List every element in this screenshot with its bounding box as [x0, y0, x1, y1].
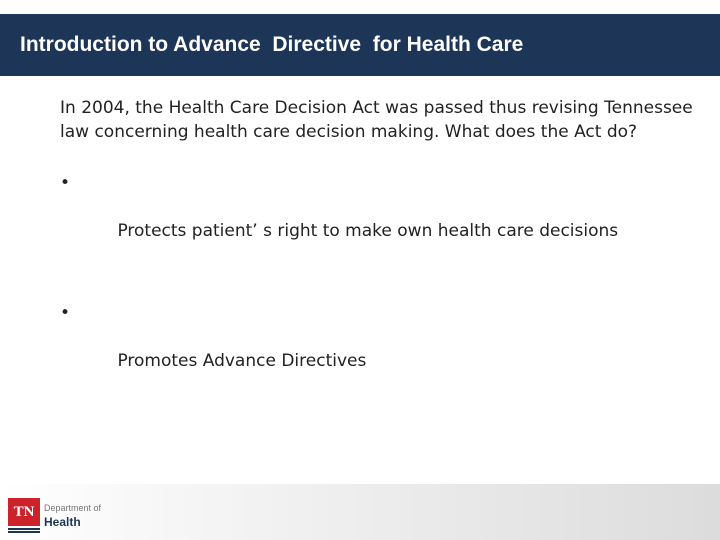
- slide-content: [60, 96, 705, 431]
- intro-paragraph: In 2004, the Health Care Decision Act was passed thus revising Tennessee law concerning health care decision making. What does the Act do?: [60, 98, 693, 142]
- bullet-list: [60, 171, 705, 397]
- tn-logo-icon: [8, 498, 40, 526]
- department-name: [44, 502, 101, 530]
- logo-abbr: TN: [13, 503, 35, 520]
- dept-line-2: Health: [44, 515, 81, 529]
- logo-stripes: [8, 528, 40, 534]
- bullet-text: Promotes Advance Directives: [117, 351, 367, 371]
- list-item: [60, 301, 705, 397]
- bullet-icon: •: [60, 303, 71, 323]
- footer-band: [0, 484, 720, 540]
- tn-health-logo: [8, 498, 108, 538]
- list-item: [60, 171, 705, 267]
- title-bar: [0, 14, 720, 76]
- slide-title: Introduction to Advance Directive for Health Care: [20, 33, 524, 56]
- bullet-text: Protects patient’ s right to make own health care decisions: [117, 221, 619, 241]
- dept-line-1: Department of: [44, 503, 102, 513]
- bullet-icon: •: [60, 173, 71, 193]
